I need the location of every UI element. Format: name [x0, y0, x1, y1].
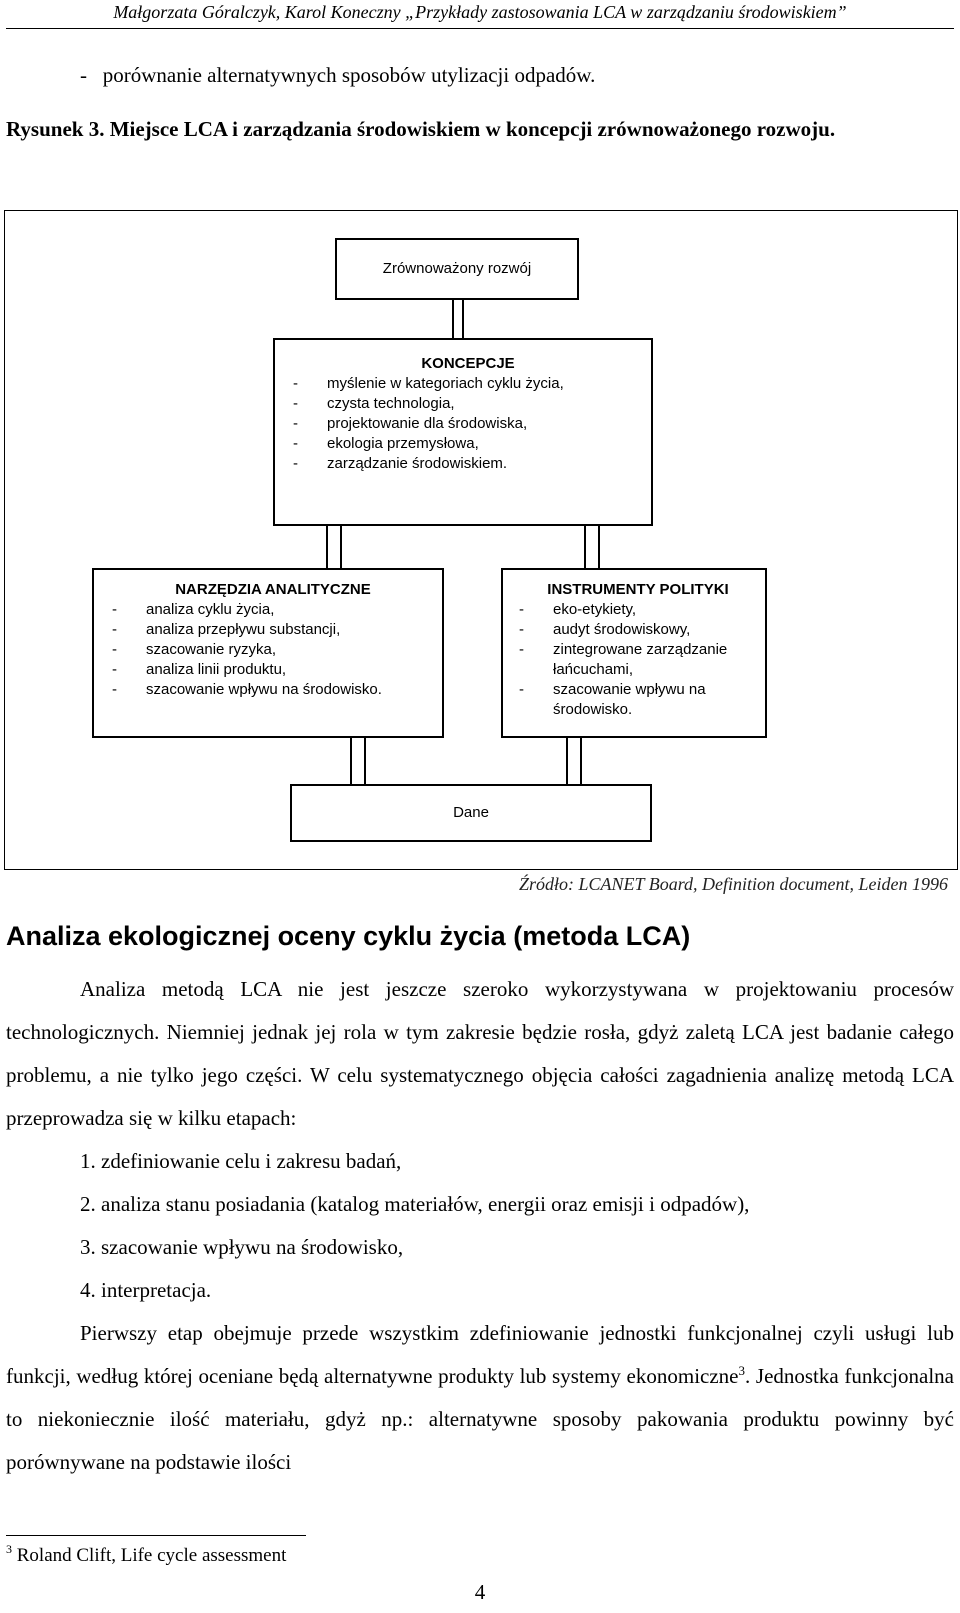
tools-title: NARZĘDZIA ANALITYCZNE [175, 581, 371, 598]
intro-dash: - [80, 63, 87, 87]
tools-item: - analiza przepływu substancji, [112, 621, 341, 638]
data-box: Dane [290, 784, 652, 842]
figure-source: Źródło: LCANET Board, Definition document, Leiden 1996 [518, 874, 948, 894]
footnote [6, 1542, 286, 1570]
policy-list [519, 600, 757, 720]
connector-top-left [452, 300, 454, 338]
paragraph-1-text: Analiza metodą LCA nie jest jeszcze szeroko wykorzystywana w projektowaniu procesów technologicznych. Niemniej jednak jej rola w tym zakresie będzie rosła, gdyż zaletą LCA jest badanie całego problemu, a nie tylko jego części. W celu systematycznego objęcia całości zagadnienia analizę metodą LCA przeprowadza się w kilku etapach: [6, 977, 954, 1130]
section-heading: Analiza ekologicznej oceny cyklu życia (metoda LCA) [6, 921, 691, 951]
tools-item: - szacowanie wpływu na środowisko. [112, 681, 382, 698]
policy-instruments-box [501, 568, 767, 738]
steps-list [80, 1140, 749, 1312]
policy-item: - audyt środowiskowy, [519, 621, 691, 638]
intro-list-item [80, 54, 595, 97]
figure-caption: Rysunek 3. Miejsce LCA i zarządzania środowiskiem w koncepcji zrównoważonego rozwoju. [6, 117, 836, 141]
concepts-item: - zarządzanie środowiskiem. [293, 455, 508, 472]
connector-concepts-policy-b [598, 526, 600, 568]
intro-text: porównanie alternatywnych sposobów utylizacji odpadów. [102, 63, 596, 87]
connector-concepts-tools-b [340, 526, 342, 568]
concepts-item: - myślenie w kategoriach cyklu życia, [293, 375, 564, 392]
connector-top-right [462, 300, 464, 338]
concepts-item: - czysta technologia, [293, 395, 455, 412]
connector-policy-data-a [566, 738, 568, 784]
policy-item: - zintegrowane zarządzanie łańcuchami, [519, 641, 728, 678]
tools-item: - analiza cyklu życia, [112, 601, 275, 618]
step-item: 4. interpretacja. [80, 1278, 212, 1302]
policy-item: - szacowanie wpływu na środowisko. [519, 681, 706, 718]
connector-tools-data-b [364, 738, 366, 784]
tools-item: - analiza linii produktu, [112, 661, 287, 678]
running-header: Małgorzata Góralczyk, Karol Koneczny „Przykłady zastosowania LCA w zarządzaniu środowiskiem” [113, 2, 847, 22]
paragraph-2 [6, 1312, 954, 1484]
connector-concepts-tools-a [326, 526, 328, 568]
policy-item: - eko-etykiety, [519, 601, 637, 618]
header-rule [6, 28, 954, 29]
concepts-box [273, 338, 653, 526]
analytical-tools-box [92, 568, 444, 738]
connector-policy-data-b [580, 738, 582, 784]
footnote-reference: 3 [738, 1363, 745, 1378]
connector-concepts-policy-a [584, 526, 586, 568]
concepts-item: - ekologia przemysłowa, [293, 435, 479, 452]
paragraph-1 [6, 968, 954, 1140]
step-item: 2. analiza stanu posiadania (katalog materiałów, energii oraz emisji i odpadów), [80, 1192, 750, 1216]
step-item: 3. szacowanie wpływu na środowisko, [80, 1235, 404, 1259]
concepts-list [293, 374, 643, 474]
paragraph-2-text: Pierwszy etap obejmuje przede wszystkim zdefiniowanie jednostki funkcjonalnej czyli usługi lub funkcji, według której oceniane będą alternatywne produkty lub systemy ekonomiczne$^3$. Jednostka funkcjonalna to niekoniecznie ilość materiału, gdyż np.: alternatywne sposoby pakowania produktu powinny być porównywane na podstawie ilości [6, 1321, 954, 1474]
sustainable-development-box: Zrównoważony rozwój [335, 238, 579, 300]
connector-tools-data-a [350, 738, 352, 784]
tools-list [112, 600, 434, 700]
figure-frame [4, 210, 958, 870]
footnote-text: Roland Clift, Life cycle assessment [16, 1545, 287, 1566]
concepts-item: - projektowanie dla środowiska, [293, 415, 528, 432]
footnote-number: 3 [6, 1542, 12, 1556]
step-item: 1. zdefiniowanie celu i zakresu badań, [80, 1149, 402, 1173]
footnote-rule [6, 1535, 306, 1536]
tools-item: - szacowanie ryzyka, [112, 641, 277, 658]
policy-title: INSTRUMENTY POLITYKI [547, 581, 729, 598]
concepts-title: KONCEPCJE [421, 355, 515, 372]
page-number: 4 [474, 1580, 486, 1604]
